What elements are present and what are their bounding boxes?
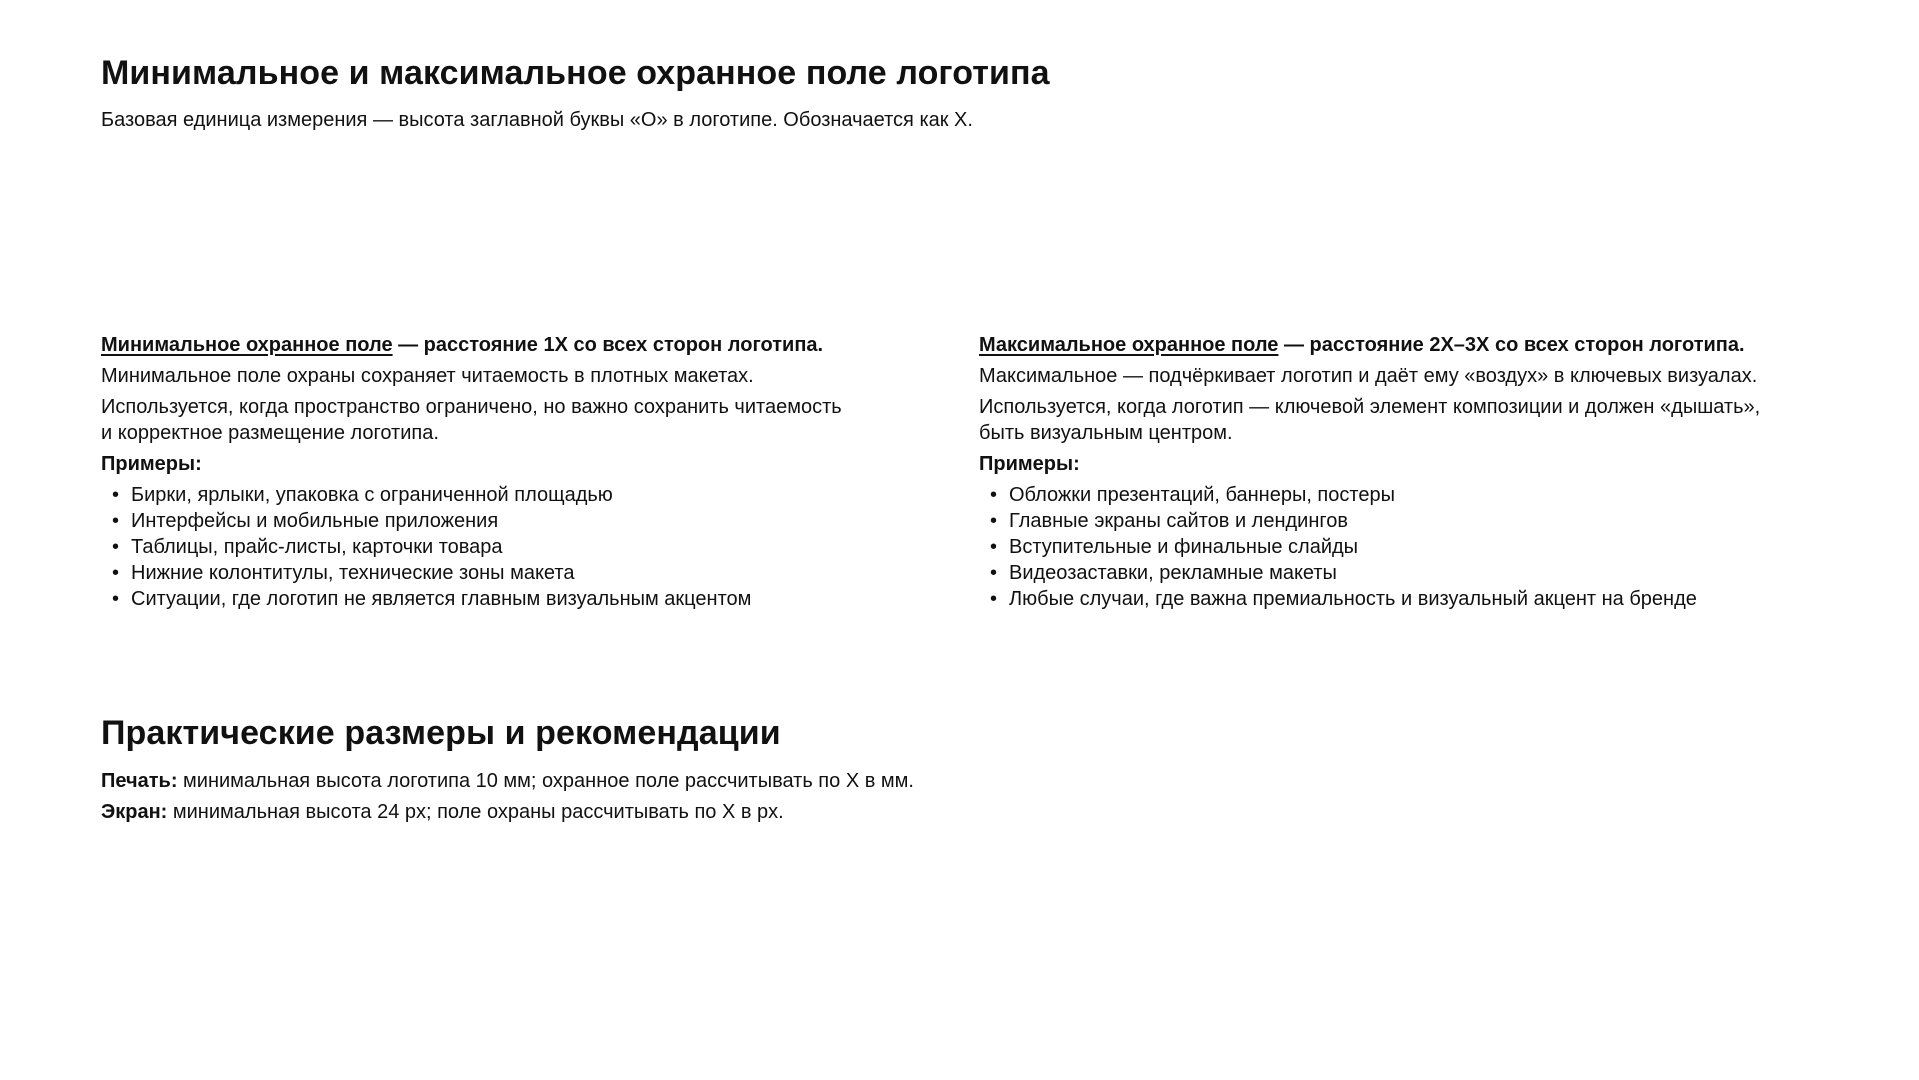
bullet-icon: • (990, 562, 998, 584)
list-item-text: Видеозаставки, рекламные макеты (1009, 562, 1337, 584)
list-item-text: Главные экраны сайтов и лендингов (1009, 510, 1348, 532)
list-item (101, 534, 961, 560)
list-item (101, 508, 961, 534)
max-safe-zone-purpose: Максимальное — подчёркивает логотип и даёт ему «воздух» в ключевых визуалах. (979, 365, 1758, 387)
bullet-icon: • (990, 588, 998, 610)
max-examples-list (979, 482, 1839, 612)
print-label: Печать: (101, 770, 178, 792)
max-examples-label: Примеры: (979, 453, 1080, 475)
bullet-icon: • (112, 484, 120, 506)
bullet-icon: • (990, 510, 998, 532)
list-item (101, 586, 961, 612)
bullet-icon: • (112, 562, 120, 584)
print-recommendation (101, 768, 914, 794)
list-item-text: Вступительные и финальные слайды (1009, 536, 1359, 558)
list-item (979, 586, 1839, 612)
bullet-icon: • (990, 484, 998, 506)
bullet-icon: • (112, 510, 120, 532)
min-safe-zone-column (101, 332, 961, 612)
list-item (979, 482, 1839, 508)
min-safe-zone-heading-term: Минимальное охранное поле (101, 334, 393, 356)
list-item-text: Нижние колонтитулы, технические зоны макета (131, 562, 575, 584)
max-safe-zone-usage (979, 394, 1839, 446)
screen-text: минимальная высота 24 px; поле охраны рассчитывать по X в px. (167, 801, 784, 823)
min-safe-zone-heading-definition: — расстояние 1X со всех сторон логотипа. (392, 334, 824, 356)
base-unit-description: Базовая единица измерения — высота заглавной буквы «О» в логотипе. Обозначается как X. (101, 109, 973, 131)
max-safe-zone-heading (979, 332, 1839, 358)
document-page (101, 0, 1861, 1080)
list-item-text: Бирки, ярлыки, упаковка с ограниченной площадью (131, 484, 613, 506)
list-item (979, 508, 1839, 534)
list-item (101, 482, 961, 508)
list-item-text: Ситуации, где логотип не является главным визуальным акцентом (131, 588, 752, 610)
list-item-text: Интерфейсы и мобильные приложения (131, 510, 499, 532)
max-safe-zone-heading-term: Максимальное охранное поле (979, 334, 1279, 356)
screen-label: Экран: (101, 801, 168, 823)
min-examples-list (101, 482, 961, 612)
bullet-icon: • (990, 536, 998, 558)
print-text: минимальная высота логотипа 10 мм; охранное поле рассчитывать по X в мм. (177, 770, 914, 792)
bullet-icon: • (112, 588, 120, 610)
max-safe-zone-column (979, 332, 1839, 612)
section-title-practical-sizes: Практические размеры и рекомендации (101, 714, 781, 752)
min-safe-zone-usage (101, 394, 961, 446)
max-safe-zone-usage-line-1: Используется, когда логотип — ключевой элемент композиции и должен «дышать», (979, 396, 1761, 418)
screen-recommendation (101, 799, 784, 825)
list-item-text: Любые случаи, где важна премиальность и визуальный акцент на бренде (1009, 588, 1697, 610)
list-item (979, 560, 1839, 586)
list-item-text: Обложки презентаций, баннеры, постеры (1009, 484, 1395, 506)
bullet-icon: • (112, 536, 120, 558)
max-safe-zone-usage-line-2: быть визуальным центром. (979, 422, 1233, 444)
section-title-safe-zone: Минимальное и максимальное охранное поле логотипа (101, 54, 1050, 92)
list-item (979, 534, 1839, 560)
min-safe-zone-heading (101, 332, 961, 358)
min-safe-zone-usage-line-2: и корректное размещение логотипа. (101, 422, 439, 444)
min-examples-label: Примеры: (101, 453, 202, 475)
list-item-text: Таблицы, прайс-листы, карточки товара (131, 536, 503, 558)
min-safe-zone-purpose: Минимальное поле охраны сохраняет читаемость в плотных макетах. (101, 365, 754, 387)
max-safe-zone-heading-definition: — расстояние 2X–3X со всех сторон логотипа. (1278, 334, 1745, 356)
min-safe-zone-usage-line-1: Используется, когда пространство ограничено, но важно сохранить читаемость (101, 396, 842, 418)
list-item (101, 560, 961, 586)
